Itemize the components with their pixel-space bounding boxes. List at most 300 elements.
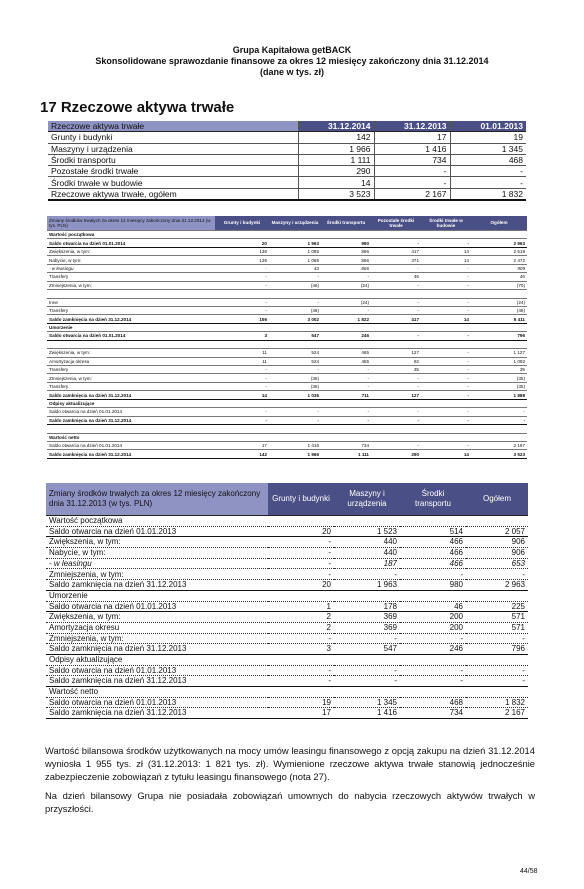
table-cell: 3 (215, 332, 269, 340)
table-cell (371, 290, 421, 298)
table-cell: (35) (471, 382, 527, 390)
table-cell: - (215, 264, 269, 272)
table-cell (215, 231, 269, 239)
table-cell (215, 323, 269, 331)
table-cell: 2 963 (466, 580, 528, 591)
table-row (48, 143, 526, 154)
table-cell: 20 (268, 526, 334, 537)
table-cell: 2 (268, 622, 334, 633)
table-cell (215, 290, 269, 298)
table-cell: 1 085 (269, 247, 321, 255)
table-cell: - (334, 665, 400, 676)
table-cell: 14 (298, 177, 374, 188)
table-cell: Umorzenie (47, 323, 215, 331)
table-row (47, 290, 527, 298)
table-row (46, 526, 528, 537)
table-cell: Saldo otwarcia na dzień 01.01.2014 (47, 332, 215, 340)
table-row (47, 323, 527, 331)
table-cell: Saldo zamknięcia na dzień 31.12.2013 (46, 708, 268, 719)
table-row (47, 298, 527, 306)
table-cell: - (400, 569, 466, 580)
table-cell: - (321, 408, 371, 416)
column-header: Grunty i budynki (268, 483, 334, 516)
table-cell (215, 340, 269, 348)
table-cell: 17 (215, 441, 269, 449)
table-row (47, 264, 527, 272)
table-cell: - (215, 273, 269, 281)
table-cell (471, 399, 527, 407)
table-cell: 1 822 (321, 315, 371, 323)
table-cell: Środki trwałe w budowie (48, 177, 298, 188)
table-cell: - (371, 239, 421, 247)
table-cell: - w leasingu (46, 558, 268, 569)
table-cell: (35) (269, 382, 321, 390)
table-cell: - (374, 166, 450, 177)
table-cell: 14 (421, 450, 471, 458)
table-row (46, 537, 528, 548)
table-cell: - (466, 633, 528, 644)
table-cell (268, 687, 334, 698)
table-cell: 2 057 (466, 526, 528, 537)
table-cell: - (466, 676, 528, 687)
table-cell: 136 (215, 247, 269, 255)
table-cell: 734 (374, 154, 450, 165)
table-cell: 734 (321, 441, 371, 449)
table-cell: 1 036 (269, 391, 321, 399)
table-cell: 906 (466, 548, 528, 559)
table-row (47, 441, 527, 449)
table-cell: - (269, 298, 321, 306)
table-cell: - (321, 374, 371, 382)
table-cell: 796 (471, 332, 527, 340)
table-cell: 417 (371, 247, 421, 255)
table-cell: 547 (269, 332, 321, 340)
commitments-paragraph: Na dzień bilansowy Grupa nie posiadała zobowiązań umownych do nabycia rzeczowych aktywów trwałych w przyszłości. (45, 790, 535, 814)
table-cell: Amortyzacja okresu (47, 357, 215, 365)
table-cell (321, 290, 371, 298)
table-cell: - (334, 676, 400, 687)
table-cell: Saldo otwarcia na dzień 01.01.2013 (46, 526, 268, 537)
table-cell: 866 (321, 247, 371, 255)
table-row (47, 306, 527, 314)
table-cell (466, 516, 528, 527)
table-cell: - (215, 382, 269, 390)
table-cell: 14 (215, 391, 269, 399)
table-cell: Pozostałe środki trwałe (48, 166, 298, 177)
table-row (47, 273, 527, 281)
table-cell: - (268, 558, 334, 569)
table-cell: 2 (268, 612, 334, 623)
table-cell: 3 523 (471, 450, 527, 458)
table-cell: 246 (400, 644, 466, 655)
table-row (47, 366, 527, 374)
table-cell: 35 (371, 366, 421, 374)
table-cell: Grunty i budynki (48, 132, 298, 143)
table-cell: Transfery (47, 306, 215, 314)
table-cell: Saldo otwarcia na dzień 01.01.2013 (46, 665, 268, 676)
table-cell (471, 290, 527, 298)
column-header: Ogółem (471, 216, 527, 231)
table-row (46, 601, 528, 612)
table-row (46, 612, 528, 623)
table-cell: 1 963 (334, 580, 400, 591)
table-cell: Nabycie, w tym: (46, 548, 268, 559)
table-cell: - (269, 366, 321, 374)
table-row (48, 154, 526, 165)
table-cell (268, 590, 334, 601)
table-cell: - (215, 281, 269, 289)
table-cell: - (400, 633, 466, 644)
table-cell (421, 433, 471, 441)
table-cell: - (421, 281, 471, 289)
table-cell: - (321, 416, 371, 424)
table-cell: 1 888 (471, 391, 527, 399)
table-cell: - (371, 298, 421, 306)
table-cell: - (268, 633, 334, 644)
table-cell: Saldo zamknięcia na dzień 31.12.2014 (47, 416, 215, 424)
table-cell (400, 590, 466, 601)
table-row (46, 569, 528, 580)
table-cell: 980 (400, 580, 466, 591)
table-cell: (24) (321, 281, 371, 289)
column-header: Środki trwałe w budowie (421, 216, 471, 231)
table-cell (321, 231, 371, 239)
table-row (46, 676, 528, 687)
table-row (47, 425, 527, 433)
table-cell: Odpisy aktualizujące (46, 654, 268, 665)
table-cell: (46) (471, 306, 527, 314)
table-row (47, 239, 527, 247)
table-cell: 246 (321, 332, 371, 340)
table-cell: 1 127 (471, 349, 527, 357)
table-row (46, 697, 528, 708)
table-cell: 46 (400, 601, 466, 612)
table-cell: Saldo zamknięcia na dzień 31.12.2014 (47, 315, 215, 323)
table-row (48, 177, 526, 188)
table-cell: - (371, 332, 421, 340)
table-cell: 571 (466, 622, 528, 633)
table-cell: Zmniejszenia, w tym: (47, 374, 215, 382)
table-cell: - (215, 366, 269, 374)
table-cell: 369 (334, 612, 400, 623)
table-cell: 1 416 (374, 143, 450, 154)
changes-2014-table (47, 216, 527, 459)
table-cell (466, 687, 528, 698)
table-cell: - (421, 332, 471, 340)
table-cell: 465 (321, 349, 371, 357)
table-cell: 1 416 (334, 708, 400, 719)
table-cell: 466 (400, 537, 466, 548)
table-cell: Wartość netto (47, 433, 215, 441)
table-cell (269, 323, 321, 331)
column-header: Środki transportu (321, 216, 371, 231)
table-cell (269, 425, 321, 433)
table-cell: 11 (215, 349, 269, 357)
table-row (47, 391, 527, 399)
table-cell: - (371, 408, 421, 416)
table-header-row (47, 216, 527, 231)
table-cell: - (421, 416, 471, 424)
table-cell: 465 (321, 357, 371, 365)
table-row (46, 654, 528, 665)
table-cell: 906 (466, 537, 528, 548)
column-header: 01.01.2013 (450, 121, 526, 132)
table-cell (466, 590, 528, 601)
table-cell (321, 340, 371, 348)
table-row (47, 374, 527, 382)
table-cell: 92 (371, 357, 421, 365)
table-cell: 43 (269, 264, 321, 272)
table-cell: - (421, 349, 471, 357)
table-cell: Zmniejszenia, w tym: (46, 633, 268, 644)
column-header: Maszyny i urządzenia (334, 483, 400, 516)
table-cell: Saldo zamknięcia na dzień 31.12.2014 (47, 450, 215, 458)
table-row (46, 516, 528, 527)
table-row (47, 340, 527, 348)
table-cell: 711 (321, 391, 371, 399)
table-cell: - (421, 374, 471, 382)
table-row (46, 708, 528, 719)
table-row (46, 590, 528, 601)
table-cell: Saldo zamknięcia na dzień 31.12.2013 (46, 580, 268, 591)
table-cell: - (269, 408, 321, 416)
table-cell: - (421, 366, 471, 374)
table-cell (400, 654, 466, 665)
table-cell (334, 590, 400, 601)
table-row (47, 256, 527, 264)
table-cell (47, 425, 215, 433)
table-cell: 2 167 (471, 441, 527, 449)
table-cell: 1 092 (471, 357, 527, 365)
table-row (46, 687, 528, 698)
table-cell: 468 (450, 154, 526, 165)
table-cell (421, 399, 471, 407)
table-cell: 2 963 (471, 239, 527, 247)
table-row (47, 450, 527, 458)
report-units: (dane w tys. zł) (259, 67, 324, 77)
total-row (48, 188, 526, 200)
table-cell: 514 (400, 526, 466, 537)
table-cell: - (321, 273, 371, 281)
fixed-assets-summary-table (48, 121, 526, 201)
table-cell: - (215, 306, 269, 314)
table-cell: 734 (400, 708, 466, 719)
table-cell: Transfery (47, 366, 215, 374)
company-name: Grupa Kapitałowa getBACK (232, 45, 352, 55)
table-cell: 5 411 (471, 315, 527, 323)
table-cell: 1 966 (298, 143, 374, 154)
table-cell (371, 231, 421, 239)
table-cell: Saldo zamknięcia na dzień 31.12.2013 (46, 676, 268, 687)
table-row (47, 382, 527, 390)
table-cell (215, 433, 269, 441)
table-cell (471, 425, 527, 433)
table-cell: 142 (215, 450, 269, 458)
table-cell: (46) (269, 281, 321, 289)
table-cell: 1 832 (450, 188, 526, 200)
column-header: Środki transportu (400, 483, 466, 516)
table-cell: Saldo otwarcia na dzień 01.01.2014 (47, 441, 215, 449)
table-cell: - (466, 569, 528, 580)
table-cell: - (466, 665, 528, 676)
table-cell: Rzeczowe aktywa trwałe, ogółem (48, 188, 298, 200)
table-cell (321, 433, 371, 441)
table-cell (421, 340, 471, 348)
table-row (46, 622, 528, 633)
table-cell (371, 425, 421, 433)
table-row (47, 399, 527, 407)
table-cell: 2 167 (466, 708, 528, 719)
column-header: Zmiany środków trwałych za okres 12 miesięcy zakończony dnia 31.12.2013 (w tys. PLN) (46, 483, 268, 516)
column-header: Pozostałe środki trwałe (371, 216, 421, 231)
table-cell: - (334, 569, 400, 580)
table-cell: 17 (268, 708, 334, 719)
table-cell: - (321, 366, 371, 374)
table-row (46, 644, 528, 655)
table-cell (466, 654, 528, 665)
table-cell (268, 654, 334, 665)
table-row (47, 281, 527, 289)
table-cell: - (269, 416, 321, 424)
table-cell: 796 (466, 644, 528, 655)
table-row (47, 315, 527, 323)
table-cell: Wartość netto (46, 687, 268, 698)
table-cell: - (371, 281, 421, 289)
table-header-row (48, 121, 526, 132)
table-cell: - (268, 569, 334, 580)
table-cell: 2 167 (374, 188, 450, 200)
table-row (47, 416, 527, 424)
table-row (48, 132, 526, 143)
table-cell: - (215, 408, 269, 416)
table-cell: 20 (215, 239, 269, 247)
table-cell (269, 340, 321, 348)
table-row (47, 247, 527, 255)
table-cell: Saldo zamknięcia na dzień 31.12.2013 (46, 644, 268, 655)
table-cell: 653 (466, 558, 528, 569)
table-cell: 466 (400, 558, 466, 569)
table-cell: - (371, 374, 421, 382)
table-cell: 290 (371, 450, 421, 458)
table-cell (268, 516, 334, 527)
table-cell (269, 433, 321, 441)
table-cell: - (421, 273, 471, 281)
table-cell: - (400, 665, 466, 676)
table-cell: (35) (471, 374, 527, 382)
table-cell: 866 (321, 264, 371, 272)
table-cell: 909 (471, 264, 527, 272)
table-cell: - (471, 408, 527, 416)
table-cell: - (421, 239, 471, 247)
table-cell: - (421, 306, 471, 314)
table-cell: 417 (371, 315, 421, 323)
table-cell: 1 966 (269, 450, 321, 458)
table-cell: - (421, 382, 471, 390)
table-cell: 225 (466, 601, 528, 612)
table-cell: 1 085 (269, 256, 321, 264)
table-cell: - (421, 298, 471, 306)
table-cell: - (334, 633, 400, 644)
table-cell: 524 (269, 349, 321, 357)
table-cell (421, 425, 471, 433)
table-cell: - (421, 357, 471, 365)
table-cell: - (371, 264, 421, 272)
table-cell: Zwiększenia, w tym: (46, 612, 268, 623)
table-cell (334, 654, 400, 665)
table-cell: 866 (321, 256, 371, 264)
table-cell: Zwiększenia, w tym: (47, 349, 215, 357)
table-cell: 571 (466, 612, 528, 623)
table-cell: 200 (400, 612, 466, 623)
table-cell: 127 (371, 391, 421, 399)
table-cell: Saldo otwarcia na dzień 01.01.2013 (46, 601, 268, 612)
table-cell (471, 231, 527, 239)
table-cell: Saldo otwarcia na dzień 01.01.2013 (46, 697, 268, 708)
table-cell: - w leasingu (47, 264, 215, 272)
table-cell: 17 (374, 132, 450, 143)
leasing-paragraph: Wartość bilansowa środków użytkowanych na mocy umów leasingu finansowego z opcją zakupu na dzień 31.12.2014 wyniosła 1 955 tys. zł (31.12.2013: 1 821 tys. zł). Wymienione rzeczowe aktywa trwałe stanowią jednocześnie zabezpieczenie zobowiązań z tytułu leasingu finansowego (nota 27). (45, 745, 535, 782)
table-row (46, 548, 528, 559)
table-cell (471, 323, 527, 331)
column-header: Maszyny i urządzenia (269, 216, 321, 231)
table-cell: 466 (400, 548, 466, 559)
table-cell: (24) (471, 298, 527, 306)
column-header: Zmiany środków trwałych za okres 12 miesięcy zakończony dnia 31.12.2014 (w tys. PLN) (47, 216, 215, 231)
table-cell: 1 111 (321, 450, 371, 458)
table-cell: - (269, 273, 321, 281)
table-cell (421, 231, 471, 239)
table-cell: 1 416 (269, 441, 321, 449)
table-cell: (24) (321, 298, 371, 306)
table-cell: - (371, 382, 421, 390)
table-row (47, 332, 527, 340)
table-cell (371, 340, 421, 348)
table-cell: Maszyny i urządzenia (48, 143, 298, 154)
table-cell: Nabycie, w tym: (47, 256, 215, 264)
table-cell: 1 963 (269, 239, 321, 247)
table-row (47, 408, 527, 416)
table-row (46, 665, 528, 676)
table-cell: Wartość początkowa (47, 231, 215, 239)
table-cell (269, 290, 321, 298)
table-cell: 1 832 (466, 697, 528, 708)
table-cell (321, 323, 371, 331)
table-cell (334, 687, 400, 698)
column-header: 31.12.2014 (298, 121, 374, 132)
table-cell: 468 (400, 697, 466, 708)
table-cell: 440 (334, 548, 400, 559)
table-cell: 980 (321, 239, 371, 247)
table-cell: - (268, 548, 334, 559)
table-cell: - (371, 416, 421, 424)
table-cell: Inne (47, 298, 215, 306)
column-header: 31.12.2013 (374, 121, 450, 132)
table-cell: 1 (268, 601, 334, 612)
table-cell (334, 516, 400, 527)
table-cell: Środki transportu (48, 154, 298, 165)
table-cell (471, 433, 527, 441)
page-number: 44/58 (520, 868, 538, 875)
table-header-row (46, 483, 528, 516)
table-row (47, 349, 527, 357)
table-cell: - (371, 306, 421, 314)
table-cell: 547 (334, 644, 400, 655)
table-cell (269, 399, 321, 407)
table-row (47, 357, 527, 365)
table-cell: 524 (269, 357, 321, 365)
table-cell: Saldo zamknięcia na dzień 31.12.2014 (47, 391, 215, 399)
table-row (47, 231, 527, 239)
